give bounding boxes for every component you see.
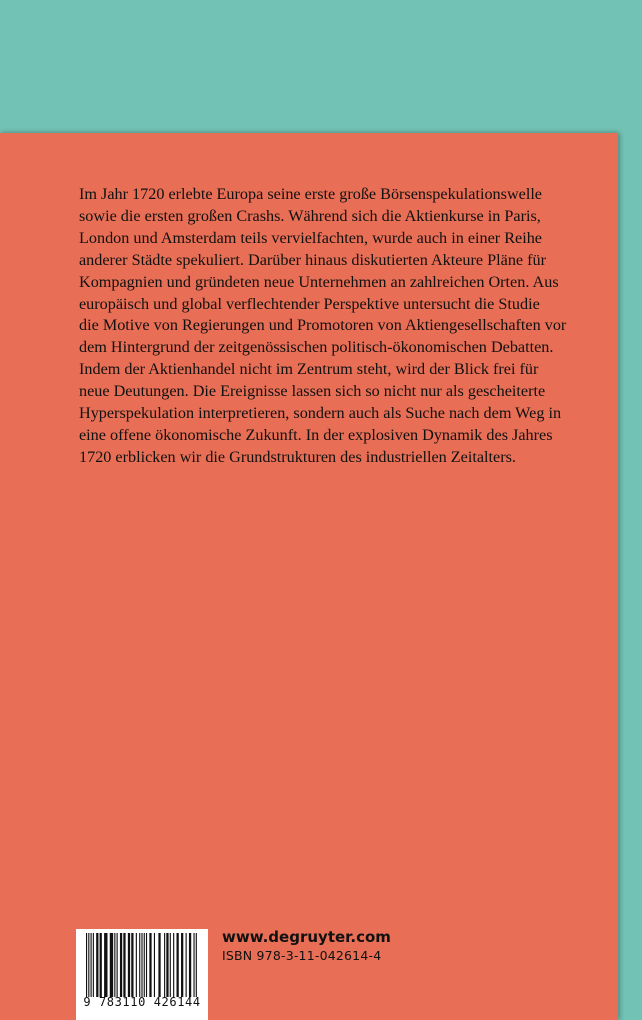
barcode-bar (170, 933, 171, 997)
blurb-line: 1720 erblicken wir die Grundstrukturen des industriellen Zeitalters. (79, 447, 516, 466)
barcode-bar (166, 933, 168, 997)
blurb-line: Indem der Aktienhandel nicht im Zentrum steht, wird der Blick frei für (79, 360, 539, 379)
barcode-bar (136, 933, 137, 997)
barcode-bar (181, 933, 183, 997)
barcode-bar (131, 933, 133, 997)
barcode-bar (88, 933, 89, 997)
barcode-bar (86, 933, 87, 997)
barcode-bar (144, 933, 145, 997)
barcode-bar (110, 933, 113, 997)
barcode-bar (120, 933, 122, 997)
blurb-line: London und Amsterdam teils vervielfachten, wurde auch in einer Reihe (79, 228, 542, 247)
barcode-bar (186, 933, 187, 997)
barcode-bar (158, 933, 160, 997)
blurb-line: Im Jahr 1720 erlebte Europa seine erste große Börsenspekulationswelle (79, 185, 542, 203)
blurb-line: Hyperspekulation interpretieren, sondern auch als Suche nach dem Weg in (79, 404, 562, 423)
barcode-bar (141, 933, 142, 997)
blurb-line: sowie die ersten großen Crashs. Während sich die Aktienkurse in Paris, (79, 206, 541, 225)
barcode-digits: 9 783110 426144 (83, 995, 201, 1009)
blurb-line: eine offene ökonomische Zukunft. In der explosiven Dynamik des Jahres (79, 425, 553, 444)
barcode-bar (146, 933, 147, 997)
barcode-bar (149, 933, 151, 997)
blurb-line: europäisch und global verflechtender Perspektive untersucht die Studie (79, 294, 540, 313)
blurb-line: anderer Städte spekuliert. Darüber hinaus diskutierten Akteure Pläne für (79, 250, 547, 269)
cover-blurb (79, 184, 569, 469)
barcode-bar (123, 933, 125, 997)
barcode-bar (117, 933, 118, 997)
barcode-bar (91, 933, 92, 997)
blurb-line: die Motive von Regierungen und Promotoren von Aktiengesellschaften vor (79, 316, 567, 335)
blurb-line: dem Hintergrund der zeitgenössischen politisch-ökonomischen Debatten. (79, 338, 554, 357)
barcode-bar (96, 933, 98, 997)
barcode-bar (128, 933, 130, 997)
barcode-bar (93, 933, 94, 997)
barcode-bar (104, 933, 107, 997)
barcode-bar (114, 933, 115, 997)
barcode-bar (189, 933, 191, 997)
barcode-bar (100, 933, 102, 997)
barcode-bar (154, 933, 155, 997)
barcode-bar (177, 933, 179, 997)
publisher-url: www.degruyter.com (222, 928, 391, 946)
barcode-bar (173, 933, 174, 997)
blurb-line: neue Deutungen. Die Ereignisse lassen sich so nicht nur als gescheiterte (79, 382, 546, 401)
isbn-number: ISBN 978-3-11-042614-4 (222, 948, 382, 963)
barcode-bars (86, 933, 198, 997)
barcode-bar (139, 933, 140, 997)
barcode-bar (193, 933, 194, 997)
isbn-barcode (76, 929, 208, 1020)
barcode-bar (164, 933, 165, 997)
blurb-line: Kompagnien und gründeten neue Unternehmen an zahlreichen Orten. Aus (79, 272, 559, 291)
barcode-bar (196, 933, 197, 997)
